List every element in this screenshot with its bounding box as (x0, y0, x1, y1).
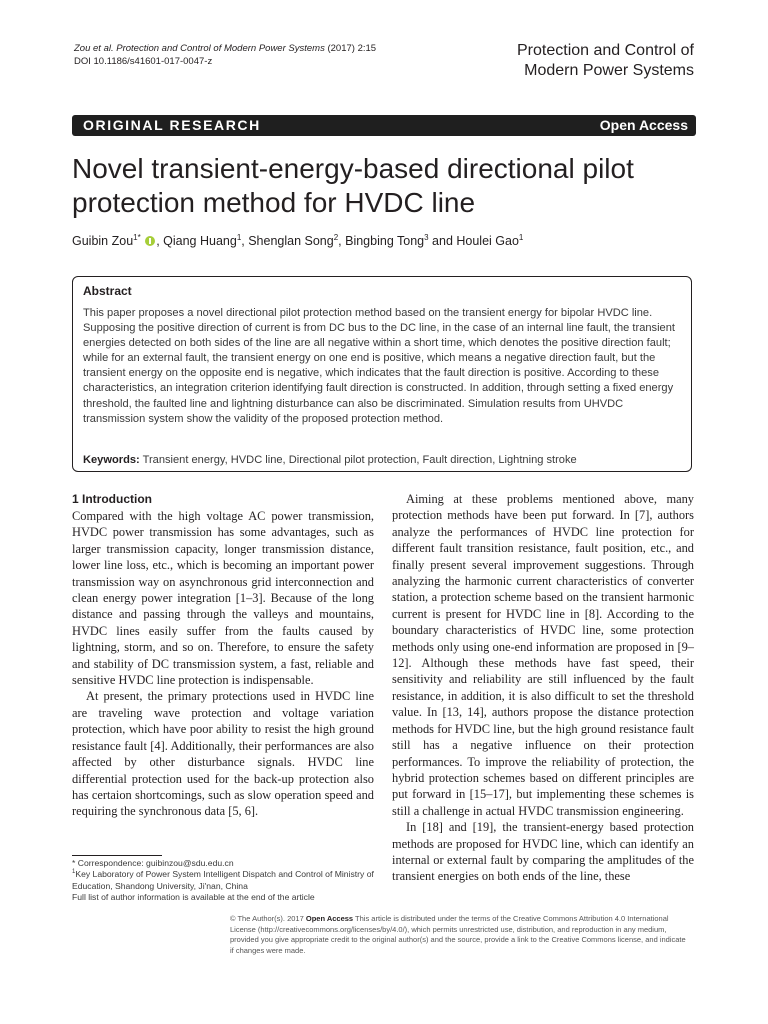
paragraph: At present, the primary protections used in HVDC line are traveling wave protection and voltage variation protection, which have poor ability to resist the high ground resistance fault [4]. Additionally, their performances are also affected by other disturbance signals. HVDC line differential protection used for the back-up protection also has certaion shortcomings, such as slow operation speed and requiring the synchronous data [5, 6]. (72, 689, 374, 819)
author-info-note: Full list of author information is available at the end of the article (72, 892, 315, 903)
author-name[interactable]: and Houlei Gao (428, 234, 519, 248)
affiliation-marker: 2 (333, 232, 339, 242)
keywords-label: Keywords: (83, 454, 140, 466)
section-heading: 1 Introduction (72, 492, 152, 506)
footnote (72, 858, 382, 904)
license-open-access: Open Access (305, 914, 354, 923)
author-name[interactable]: , Shenglan Song (241, 234, 334, 248)
paragraph: In [18] and [19], the transient-energy based protection methods are proposed for HVDC line, which can identify an internal or external fault by comparing the amplitudes of the transient energies on both ends of the line, these (392, 820, 694, 884)
journal-name-line1: Protection and Control of (517, 42, 694, 59)
author-name[interactable]: , Qiang Huang (156, 234, 237, 248)
license-text: This article is distributed under the terms of the Creative Commons Attribution 4.0 International License (http://creativecommons.org/licenses/by/4.0/), which permits unrestricted use, distribution, and reproduction in any medium, provided you give appropriate credit to the original author(s) and the source, provide a link to the Creative Commons license, and indicate if changes were made. (230, 914, 686, 955)
citation-volume: (2017) 2:15 (324, 43, 377, 54)
article-type-banner (72, 115, 696, 136)
paragraph: Compared with the high voltage AC power transmission, HVDC power transmission has some advantages, such as larger transmission capacity, longer transmission distance, lower line loss, etc., which is becoming an important power transmission way on asynchronous grid interconnection and clean energy power integration [1–3]. Because of the long distance and passing through the valleys and mountains, HVDC lines easily suffer from the faults caused by lightning, storm, and so on. Therefore, to ensure the safety and stability of DC transmission system, a fast, reliable and sensitive HVDC line protection is indispensable. (72, 509, 374, 688)
affiliation-marker: 1 (518, 232, 524, 242)
keywords (83, 453, 681, 467)
citation-header (74, 42, 376, 68)
author-list (72, 233, 523, 249)
abstract-text: This paper proposes a novel directional pilot protection method based on the transient energy for bipolar HVDC line. Supposing the positive direction of current is from DC bus to the DC line, in the case of an internal line fault, the transient energies detected on both sides of the line are all negative within a short time, which denotes the positive direction fault; while for an external fault, the transient energy on one end is positive, which means a negative direction fault, but the transient energy on the opposite end is negative, which indicates that the fault direction is positive. According to these characteristics, an integration criterion identifying fault direction is constructed. In addition, through setting a fixed energy threshold, the faulted line and lightning disturbance can also be discriminated. Simulation results from UHVDC transmission system show the validity of the proposed protection method. (83, 307, 675, 425)
orcid-icon[interactable] (145, 236, 155, 246)
author-name[interactable]: , Bingbing Tong (338, 234, 425, 248)
author-name[interactable]: Guibin Zou (72, 234, 134, 248)
citation-journal: Zou et al. Protection and Control of Modern Power Systems (74, 43, 325, 54)
paragraph: Aiming at these problems mentioned above, many protection methods have been put forward. In [7], authors analyze the performances of HVDC line protection for different fault transition resistance, fault position, etc., and finally present several improvement suggestions. Through analyzing the harmonic current characteristics of converter station, a protection scheme based on the transient harmonic current is present for HVDC line in [8]. According to the boundary characteristics of HVDC line, some protection methods only using one-end information are proposed in [9–12]. Although these methods have fast speed, their sensitivity and reliability are still influenced by the fault resistance, in addition, it is also difficult to set the threshold value. In [13, 14], authors propose the distance protection methods for HVDC line, but the high ground resistance fault still has a negative influence on their protection performances. To improve the reliability of protection, the hybrid protection schemes based on different principles are put forward in [15–17], but implementing these schemes is still a challenge in actual HVDC transmission engineering. (392, 492, 694, 818)
affiliation-marker: 1* (133, 232, 141, 242)
affiliation-marker: 1 (236, 232, 242, 242)
correspondence: * Correspondence: guibinzou@sdu.edu.cn (72, 858, 234, 868)
open-access-label: Open Access (599, 117, 688, 133)
doi-link[interactable]: DOI 10.1186/s41601-017-0047-z (74, 56, 213, 67)
journal-name (517, 41, 694, 81)
affiliation-text: Key Laboratory of Power System Intelligent Dispatch and Control of Ministry of Education, Shandong University, Ji'nan, China (72, 869, 374, 891)
license-notice (230, 914, 690, 956)
article-title: Novel transient-energy-based directional pilot protection method for HVDC line (72, 153, 634, 218)
keywords-list: Transient energy, HVDC line, Directional pilot protection, Fault direction, Lightning stroke (139, 454, 577, 466)
affiliation (72, 869, 382, 892)
body-column-right (392, 491, 694, 885)
abstract-box (72, 276, 692, 472)
license-prefix: © The Author(s). 2017 (230, 914, 306, 923)
abstract-heading: Abstract (83, 284, 132, 298)
article-type-label: ORIGINAL RESEARCH (83, 117, 261, 133)
affiliation-marker: 1 (72, 869, 76, 876)
body-column-left (72, 491, 374, 820)
journal-name-line2: Modern Power Systems (524, 62, 694, 79)
affiliation-marker: 3 (424, 232, 429, 242)
footnote-divider (72, 855, 162, 856)
